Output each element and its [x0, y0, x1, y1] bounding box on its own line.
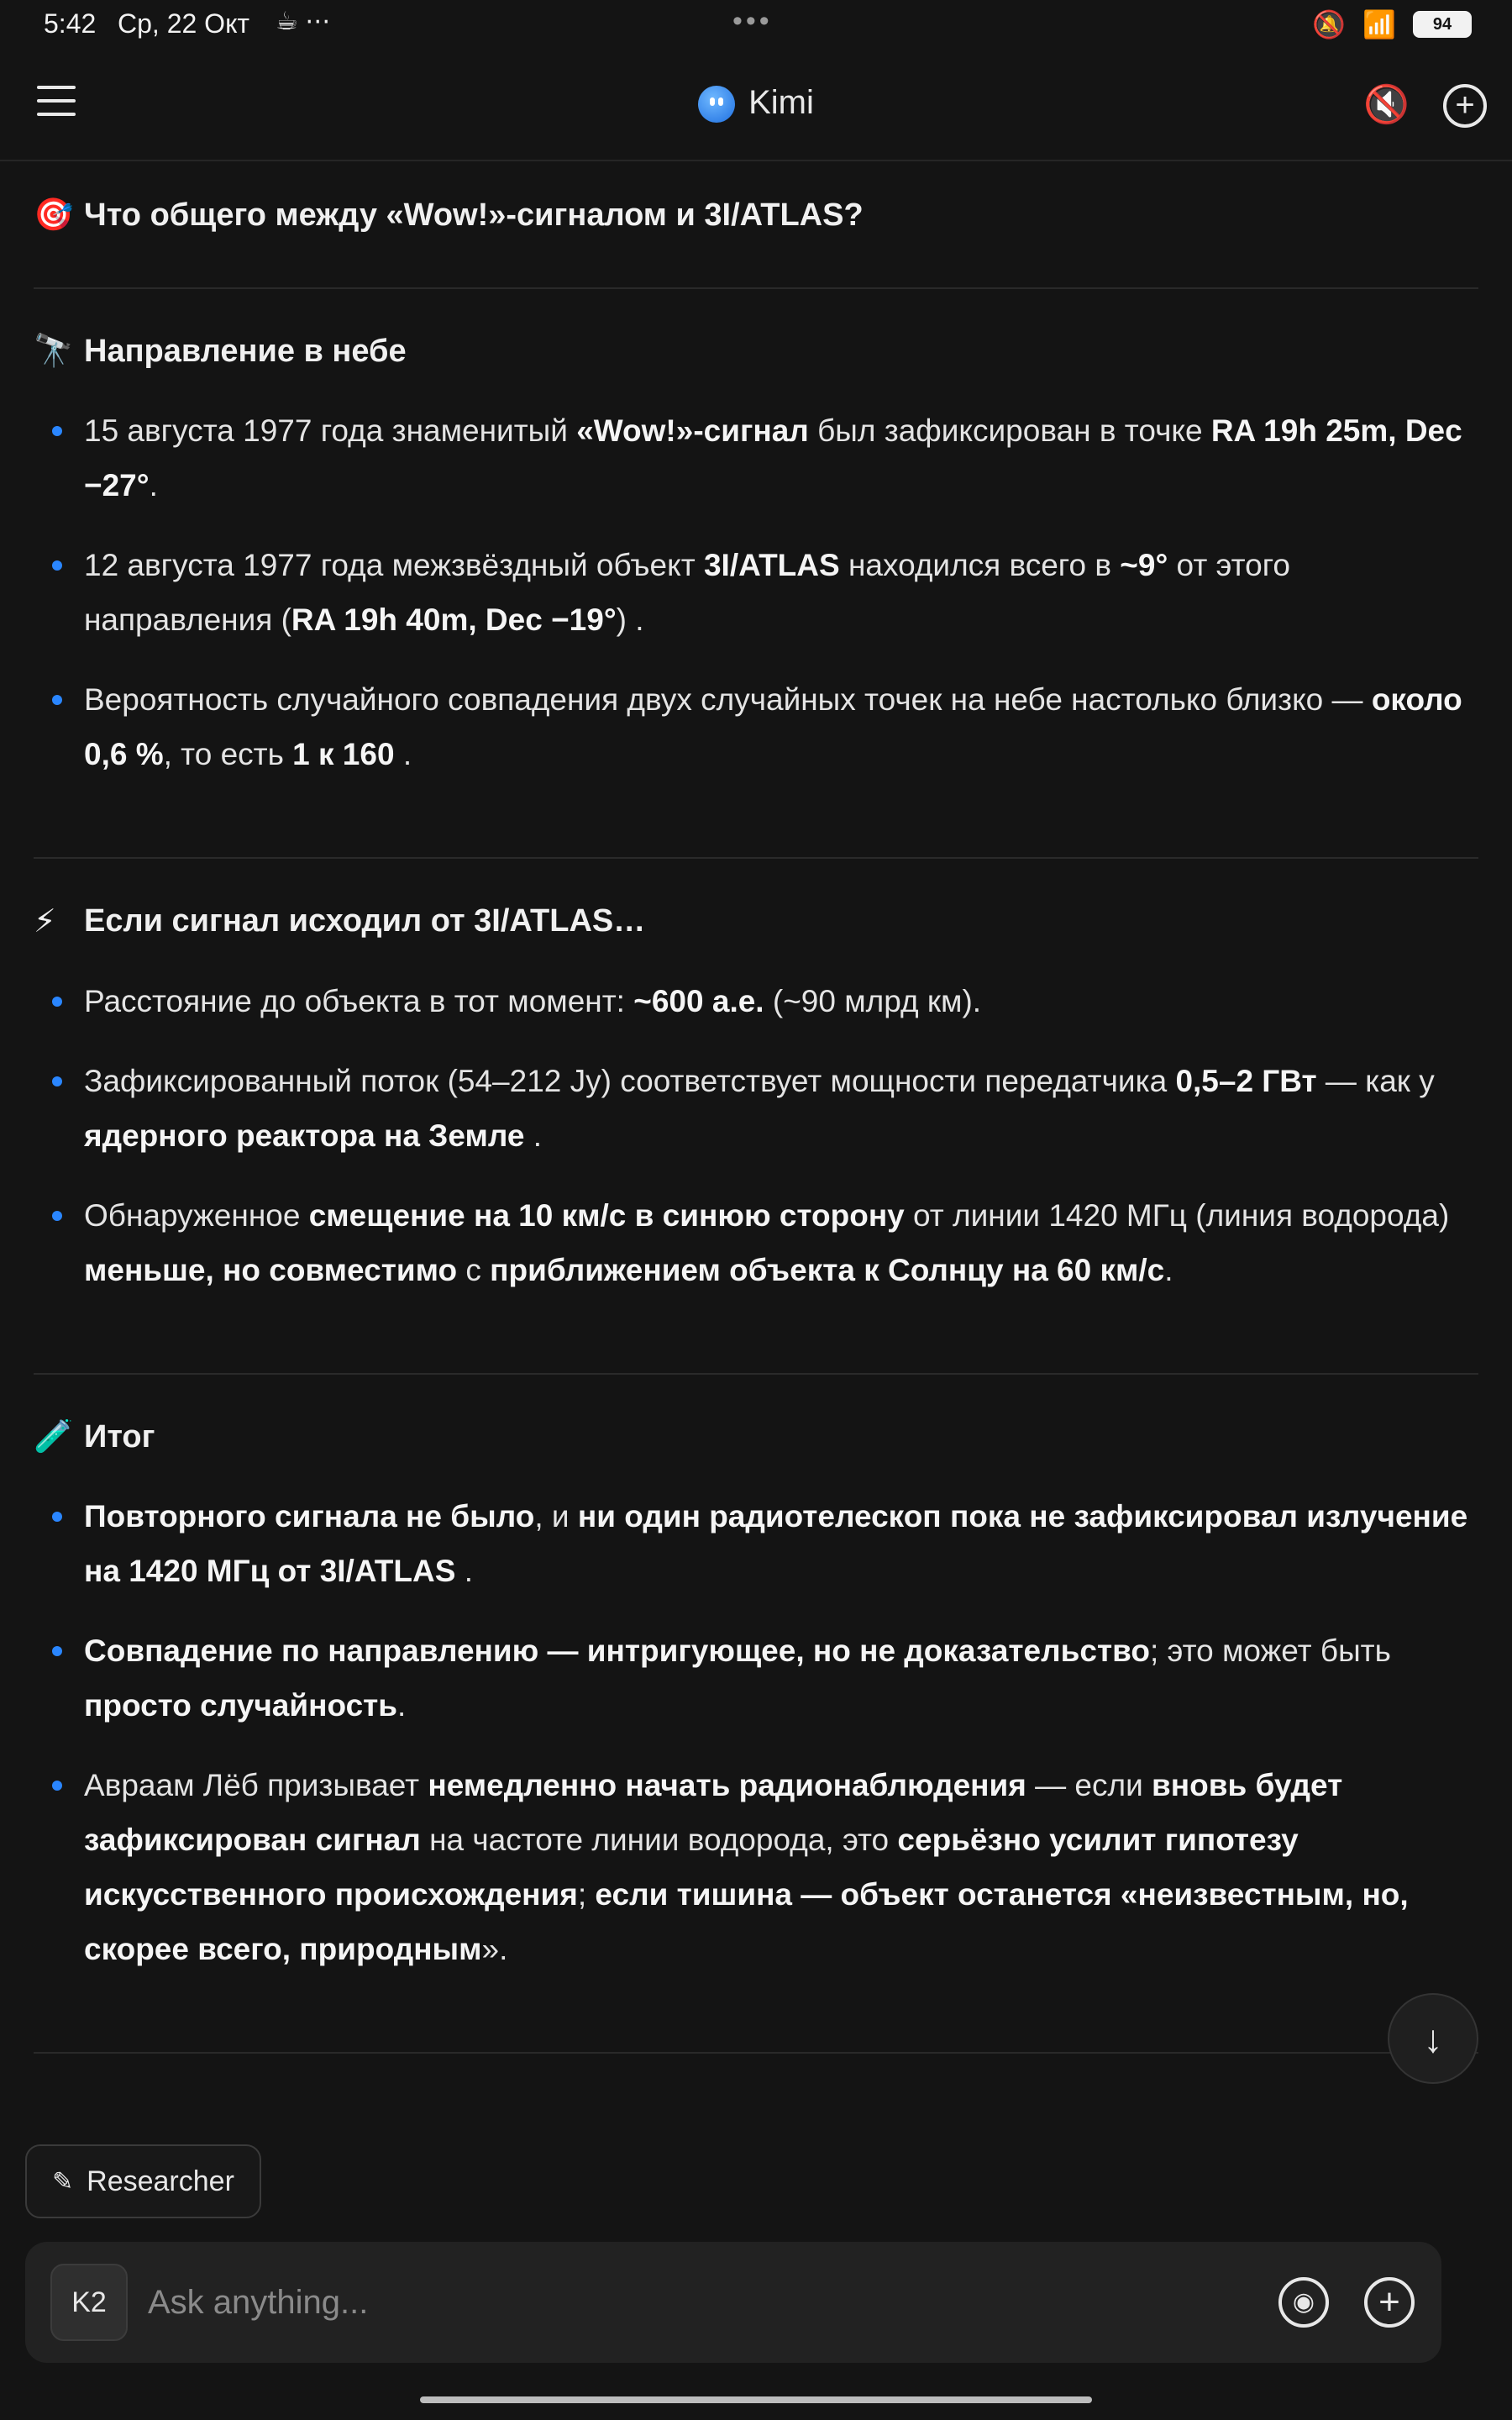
lightning-icon: ⚡: [34, 904, 56, 939]
bullet-item: [34, 403, 1478, 513]
scroll-down-button[interactable]: [1388, 1993, 1478, 2084]
bullet-list: [34, 1489, 1478, 1976]
text: 15 августа 1977 года знаменитый: [84, 413, 577, 448]
more-dots-icon[interactable]: •••: [732, 5, 773, 37]
section-sky-direction: [34, 289, 1478, 857]
chat-message: [34, 160, 1478, 2054]
text: Зафиксированный поток (54–212 Jy) соответствует мощности передатчика: [84, 1064, 1176, 1098]
text: .: [394, 737, 412, 771]
bold-text: если тишина — объект останется «неизвестным, но, скорее всего, природным: [84, 1877, 1409, 1966]
bold-text: ~600 а.е.: [633, 984, 764, 1018]
bold-text: ядерного реактора на Земле: [84, 1118, 525, 1153]
bold-text: RA 19h 25m, Dec −27°: [84, 413, 1462, 502]
bold-text: 0,5–2 ГВт: [1175, 1064, 1317, 1098]
bold-text: приближением объекта к Солнцу на 60 км/с: [490, 1253, 1165, 1287]
text: был зафиксирован в точке: [808, 413, 1211, 448]
section-title: 🔭 Направление в небе: [34, 333, 407, 369]
broom-icon: ✎: [52, 2167, 74, 2196]
bold-text: немедленно начать радионаблюдения: [428, 1768, 1026, 1802]
status-bar: [0, 0, 1512, 54]
researcher-label: Researcher: [87, 2165, 234, 2197]
bold-text: Совпадение по направлению — интригующее, но не доказательство: [84, 1634, 1150, 1668]
bold-text: просто случайность: [84, 1688, 398, 1723]
text: .: [1164, 1253, 1173, 1287]
message-input[interactable]: [146, 2283, 1278, 2323]
text: .: [397, 1688, 407, 1723]
add-attachment-button[interactable]: +: [1364, 2277, 1415, 2328]
bold-text: Повторного сигнала не было: [84, 1499, 535, 1534]
section-conclusion: [34, 1375, 1478, 2052]
text: ; это может быть: [1149, 1634, 1391, 1668]
section-title: 🎯 Что общего между «Wow!»-сигналом и 3I/ATLAS?: [34, 197, 864, 233]
bold-text: вновь будет зафиксирован сигнал: [84, 1768, 1343, 1857]
text: находился всего в: [839, 548, 1121, 582]
bold-text: ни один радиотелескоп пока не зафиксировал излучение на 1420 МГц от 3I/ATLAS: [84, 1499, 1468, 1588]
status-notification-icons: ☕ ⋯: [276, 8, 331, 35]
text: Авраам Лёб призывает: [84, 1768, 428, 1802]
voice-icon[interactable]: ◉: [1278, 2277, 1329, 2328]
bullet-item: [34, 1623, 1478, 1733]
target-icon: 🎯: [34, 197, 74, 233]
bullet-item: [34, 1758, 1478, 1976]
text: (~90 млрд км).: [764, 984, 982, 1018]
text: от этого направления (: [84, 548, 1290, 637]
section-title: ⚡ Если сигнал исходил от 3I/ATLAS…: [34, 903, 646, 939]
bold-text: ~9°: [1120, 548, 1168, 582]
speaker-mute-icon[interactable]: 🔇: [1363, 84, 1410, 125]
bold-text: 1 к 160: [292, 737, 395, 771]
status-time: 5:42: [44, 8, 97, 39]
app-header: [0, 54, 1512, 161]
text: — если: [1026, 1768, 1152, 1802]
divider: [34, 2052, 1478, 2054]
bullet-item: [34, 974, 1478, 1028]
text: , то есть: [163, 737, 293, 771]
text: от линии 1420 МГц (линия водорода): [904, 1198, 1450, 1233]
text: .: [149, 468, 158, 502]
text: на частоте линии водорода, это: [420, 1823, 898, 1857]
section-title: 🧪 Итог: [34, 1418, 155, 1455]
section-summary-question: [34, 160, 1478, 287]
text: ) .: [616, 602, 644, 637]
test-tube-icon: 🧪: [34, 1419, 74, 1455]
bullet-item: [34, 1188, 1478, 1297]
new-chat-button[interactable]: +: [1443, 84, 1487, 128]
text: с: [457, 1253, 491, 1287]
battery-indicator: 94: [1413, 11, 1472, 38]
telescope-icon: 🔭: [34, 334, 74, 369]
text: ».: [481, 1932, 508, 1966]
bullet-list: [34, 974, 1478, 1297]
section-if-signal: [34, 859, 1478, 1373]
bold-text: около 0,6 %: [84, 682, 1462, 771]
text: .: [455, 1554, 473, 1588]
model-selector-button[interactable]: K2: [50, 2264, 128, 2341]
bullet-item: [34, 1054, 1478, 1163]
app-title: Kimi: [748, 84, 814, 121]
bold-text: RA 19h 40m, Dec −19°: [291, 602, 617, 637]
bell-off-icon: 🔕: [1312, 9, 1347, 39]
text: — как у: [1316, 1064, 1435, 1098]
status-date: Ср, 22 Окт: [118, 8, 250, 39]
bullet-item: [34, 672, 1478, 781]
home-indicator[interactable]: [420, 2396, 1092, 2403]
arrow-down-icon: ↓: [1423, 2017, 1443, 2060]
wifi-icon: 📶: [1362, 9, 1396, 39]
composer: [25, 2242, 1441, 2363]
bold-text: 3I/ATLAS: [703, 548, 840, 582]
kimi-logo-icon: [698, 86, 735, 123]
text: Расстояние до объекта в тот момент:: [84, 984, 634, 1018]
text: .: [524, 1118, 542, 1153]
bold-text: «Wow!»-сигнал: [576, 413, 809, 448]
bullet-list: [34, 403, 1478, 781]
status-icons: [1312, 8, 1472, 40]
text: Вероятность случайного совпадения двух случайных точек на небе настолько близко —: [84, 682, 1372, 717]
bullet-item: [34, 538, 1478, 647]
header-title: [0, 84, 1512, 123]
bold-text: смещение на 10 км/с в синюю сторону: [308, 1198, 905, 1233]
bold-text: меньше, но совместимо: [84, 1253, 458, 1287]
text: ;: [577, 1877, 596, 1912]
researcher-button[interactable]: [25, 2144, 261, 2218]
text: Обнаруженное: [84, 1198, 309, 1233]
bold-text: серьёзно усилит гипотезу искусственного происхождения: [84, 1823, 1299, 1912]
text: 12 августа 1977 года межзвёздный объект: [84, 548, 704, 582]
bullet-item: [34, 1489, 1478, 1598]
text: , и: [534, 1499, 578, 1534]
